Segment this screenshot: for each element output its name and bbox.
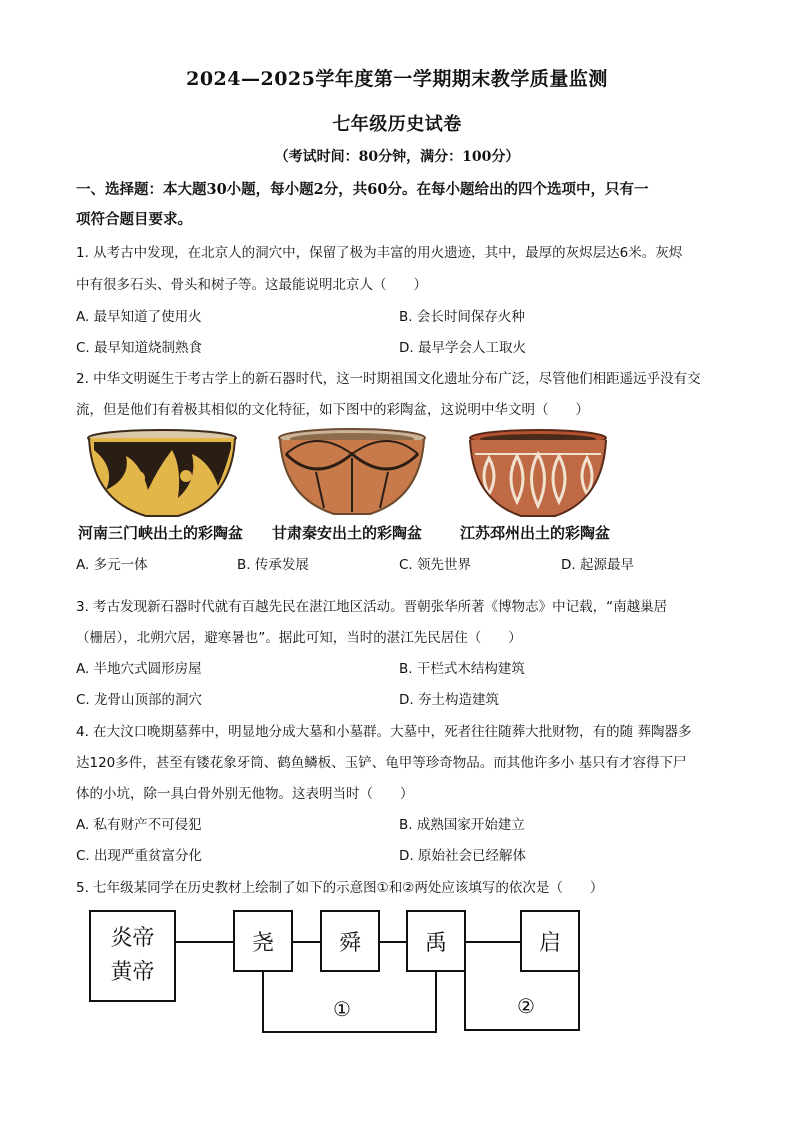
- q2-option-d: D. 起源最早: [561, 557, 634, 573]
- q4-stem-cont: 达120多件，甚至有镂花象牙筒、鹤鱼鳞板、玉铲、龟甲等珍奇物品。而其他许多小 基只有才容得下尸: [76, 755, 687, 771]
- caption-sanmenxia: 河南三门峡出土的彩陶盆: [78, 524, 244, 542]
- q4-option-a: A. 私有财产不可侵犯: [76, 817, 202, 833]
- exam-info: （考试时间：80分钟，满分：100分）: [274, 149, 520, 165]
- q2-option-c: C. 领先世界: [399, 557, 472, 573]
- q2-stem: 2. 中华文明诞生于考古学上的新石器时代，这一时期祖国文化遗址分布广泛，尽管他们相距遥远乎没有交: [76, 371, 701, 387]
- label-qi: 启: [538, 930, 561, 956]
- caption-pizhou: 江苏邳州出土的彩陶盆: [460, 524, 611, 542]
- page-title: 2024—2025学年度第一学期期末教学质量监测: [186, 68, 608, 90]
- pottery-basin-image-pizhou: [467, 428, 609, 520]
- bracket-line: [578, 972, 580, 1031]
- q4-option-c: C. 出现严重贫富分化: [76, 848, 203, 864]
- pottery-basin-image-sanmenxia: [86, 428, 238, 520]
- q2-option-b: B. 传承发展: [237, 557, 309, 573]
- box-yu: [406, 910, 466, 972]
- bracket-line: [435, 972, 437, 1032]
- connector-line: [466, 941, 521, 943]
- caption-qinan: 甘肃秦安出土的彩陶盆: [272, 524, 423, 542]
- q3-stem-cont: （栅居），北朔穴居，避寒暑也”。据此可知，当时的湛江先民居住（ ）: [76, 630, 522, 646]
- blank-marker-1: ①: [333, 997, 351, 1021]
- label-yandi: 炎帝: [110, 926, 155, 951]
- q1-option-d: D. 最早学会人工取火: [399, 340, 526, 356]
- label-shun: 舜: [338, 930, 361, 956]
- connector-line: [293, 941, 321, 943]
- label-yu: 禹: [424, 930, 447, 956]
- box-qi: [520, 910, 580, 972]
- q1-option-a: A. 最早知道了使用火: [76, 309, 202, 325]
- q4-option-d: D. 原始社会已经解体: [399, 848, 526, 864]
- q3-option-c: C. 龙骨山顶部的洞穴: [76, 692, 203, 708]
- box-shun: [320, 910, 380, 972]
- page-subtitle: 七年级历史试卷: [332, 114, 462, 135]
- q4-stem-cont2: 体的小坑，除一具白骨外别无他物。这表明当时（ ）: [76, 786, 414, 802]
- q4-stem: 4. 在大汶口晚期墓葬中，明显地分成大墓和小墓群。大墓中，死者往往随葬大批财物，有的随 葬陶器多: [76, 724, 692, 740]
- section-heading-cont: 项符合题目要求。: [76, 211, 192, 228]
- q4-option-b: B. 成熟国家开始建立: [399, 817, 525, 833]
- label-huangdi: 黄帝: [110, 960, 155, 985]
- q1-option-b: B. 会长时间保存火种: [399, 309, 525, 325]
- connector-line: [380, 941, 407, 943]
- bracket-line: [262, 1031, 437, 1033]
- q5-stem: 5. 七年级某同学在历史教材上绘制了如下的示意图①和②两处应该填写的依次是（ ）: [76, 880, 604, 896]
- q3-stem: 3. 考古发现新石器时代就有百越先民在湛江地区活动。晋朝张华所著《博物志》中记载，“南越巢居: [76, 599, 668, 615]
- section-heading: 一、选择题：本大题30小题，每小题2分，共60分。在每小题给出的四个选项中，只有一: [76, 181, 649, 198]
- label-yao: 尧: [251, 930, 274, 956]
- pottery-basin-image-qinan: [276, 428, 428, 520]
- blank-marker-2: ②: [517, 994, 535, 1018]
- q1-stem: 1. 从考古中发现，在北京人的洞穴中，保留了极为丰富的用火遗迹，其中，最厚的灰烬层达6米。灰烬: [76, 245, 683, 261]
- q2-stem-cont: 流，但是他们有着极其相似的文化特征，如下图中的彩陶盆，这说明中华文明（ ）: [76, 402, 589, 418]
- box-yandi-huangdi: [89, 910, 176, 1002]
- q2-option-a: A. 多元一体: [76, 557, 148, 573]
- q3-option-d: D. 夯土构造建筑: [399, 692, 499, 708]
- q1-stem-cont: 中有很多石头、骨头和树子等。这最能说明北京人（ ）: [76, 277, 427, 293]
- q1-option-c: C. 最早知道烧制熟食: [76, 340, 203, 356]
- bracket-line: [464, 972, 466, 1031]
- box-yao: [233, 910, 293, 972]
- q3-option-b: B. 干栏式木结构建筑: [399, 661, 525, 677]
- bracket-line: [464, 1029, 580, 1031]
- q3-option-a: A. 半地穴式圆形房屋: [76, 661, 202, 677]
- bracket-line: [262, 972, 264, 1032]
- connector-line: [176, 941, 234, 943]
